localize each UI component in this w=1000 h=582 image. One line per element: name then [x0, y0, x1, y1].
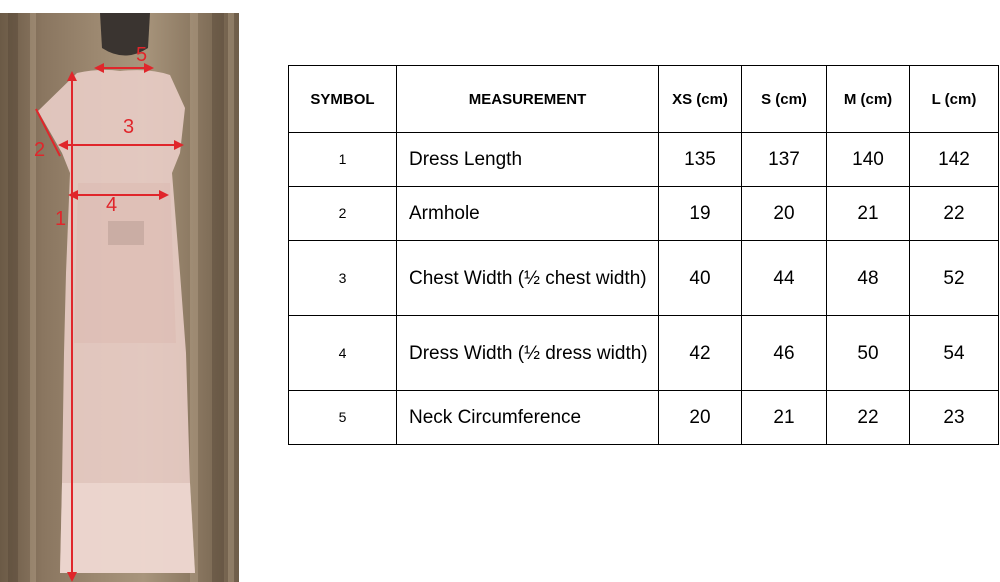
cell-m: 21 [827, 187, 910, 241]
cell-symbol: 2 [289, 187, 397, 241]
cell-xs: 40 [659, 241, 742, 316]
cell-measurement: Chest Width (½ chest width) [397, 241, 659, 316]
cell-symbol: 3 [289, 241, 397, 316]
cell-l: 52 [910, 241, 999, 316]
table-row [289, 391, 999, 445]
cell-symbol: 4 [289, 316, 397, 391]
cell-s: 20 [742, 187, 827, 241]
table-row [289, 241, 999, 316]
size-chart-table [288, 65, 999, 445]
cell-xs: 42 [659, 316, 742, 391]
table-row [289, 316, 999, 391]
mark-label-1: 1 [55, 208, 67, 230]
table-row [289, 187, 999, 241]
cell-xs: 135 [659, 133, 742, 187]
mark-label-5: 5 [136, 44, 148, 66]
cell-s: 46 [742, 316, 827, 391]
header-measurement: MEASUREMENT [397, 66, 659, 133]
cell-l: 22 [910, 187, 999, 241]
cell-m: 48 [827, 241, 910, 316]
table-row [289, 133, 999, 187]
dress-photo [0, 13, 239, 582]
mark-label-2: 2 [34, 139, 46, 161]
header-xs: XS (cm) [659, 66, 742, 133]
mark-label-4: 4 [106, 194, 118, 216]
header-l: L (cm) [910, 66, 999, 133]
cell-s: 137 [742, 133, 827, 187]
cell-s: 44 [742, 241, 827, 316]
cell-xs: 20 [659, 391, 742, 445]
mark-label-3: 3 [123, 116, 135, 138]
cell-measurement: Neck Circumference [397, 391, 659, 445]
cell-measurement: Armhole [397, 187, 659, 241]
header-s: S (cm) [742, 66, 827, 133]
cell-s: 21 [742, 391, 827, 445]
cell-measurement: Dress Width (½ dress width) [397, 316, 659, 391]
cell-symbol: 5 [289, 391, 397, 445]
cell-l: 142 [910, 133, 999, 187]
cell-symbol: 1 [289, 133, 397, 187]
table-header-row [289, 66, 999, 133]
cell-measurement: Dress Length [397, 133, 659, 187]
header-symbol: SYMBOL [289, 66, 397, 133]
header-m: M (cm) [827, 66, 910, 133]
cell-l: 54 [910, 316, 999, 391]
cell-m: 22 [827, 391, 910, 445]
dress-illustration [0, 13, 239, 582]
cell-m: 140 [827, 133, 910, 187]
cell-xs: 19 [659, 187, 742, 241]
cell-l: 23 [910, 391, 999, 445]
cell-m: 50 [827, 316, 910, 391]
